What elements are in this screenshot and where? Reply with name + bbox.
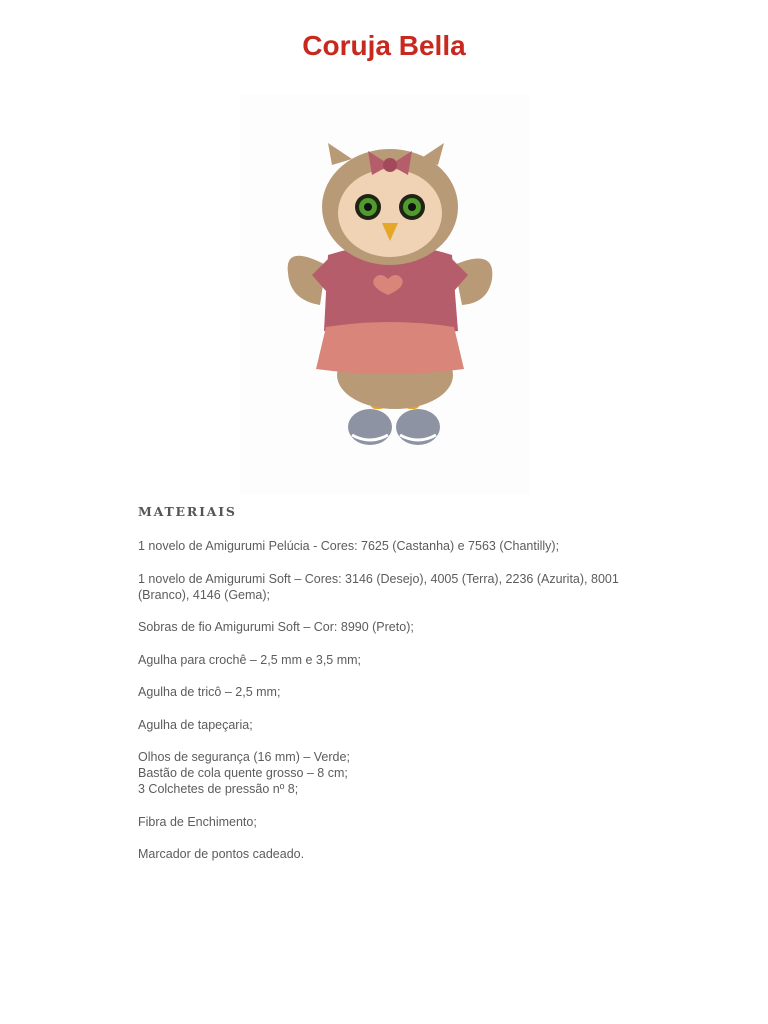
list-item: 3 Colchetes de pressão nº 8; (138, 782, 299, 796)
list-item: Olhos de segurança (16 mm) – Verde; (138, 750, 350, 764)
materials-heading: MATERIAIS (138, 504, 237, 519)
owl-doll-photo (240, 95, 530, 495)
list-item: Agulha de tricô – 2,5 mm; (138, 685, 281, 699)
list-item: Bastão de cola quente grosso – 8 cm; (138, 766, 348, 780)
list-item: 1 novelo de Amigurumi Soft – Cores: 3146 (Desejo), 4005 (Terra), 2236 (Azurita), 8001 (Branco), 4146 (Gema); (138, 571, 619, 602)
page-title: Coruja Bella (302, 30, 466, 61)
list-item: Sobras de fio Amigurumi Soft – Cor: 8990 (Preto); (138, 620, 414, 634)
list-item: Agulha de tapeçaria; (138, 717, 253, 732)
list-item: Marcador de pontos cadeado. (138, 847, 305, 861)
materials-list (138, 538, 638, 879)
list-item: Agulha para crochê – 2,5 mm e 3,5 mm; (138, 652, 362, 667)
list-item: 1 novelo de Amigurumi Pelúcia - Cores: 7625 (Castanha) e 7563 (Chantilly); (138, 539, 560, 553)
crocheted-owl-doll-photo-icon (240, 95, 530, 495)
list-item: Fibra de Enchimento; (138, 814, 257, 829)
